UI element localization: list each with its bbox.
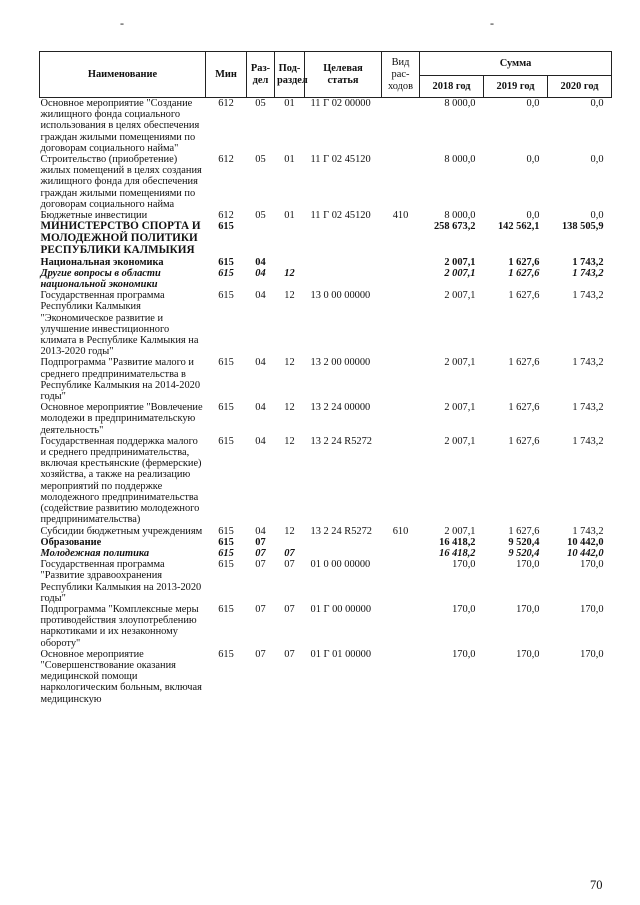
row-razdel: 05 [255,154,266,166]
row-name: Бюджетные инвестиции [40,210,148,222]
row-ministry-code: 612 [218,154,234,166]
row-podrazdel: 12 [284,290,295,302]
header-min: Мин [206,52,247,98]
row-razdel: 04 [255,357,266,369]
row-expense-type [382,98,420,155]
row-podrazdel: 12 [284,435,295,447]
table-row [40,559,612,604]
row-expense-type [382,436,420,526]
row-razdel: 04 [255,267,266,279]
row-name: Молодежная политика [40,547,150,559]
row-sum-2018: 16 418,2 [439,547,476,559]
row-sum-2018: 170,0 [452,559,476,571]
table-row [40,154,612,210]
table-body [40,98,612,705]
row-sum-2019: 9 520,4 [508,536,540,548]
table-row [40,268,612,290]
row-ministry-code: 615 [218,357,234,369]
row-razdel: 07 [255,547,266,559]
budget-table [39,51,612,705]
row-sum-2018: 8 000,0 [444,154,476,166]
row-name: Строительство (приобретение) жилых помещений в целях создания жилищного фонда для обеспечения граждан жилыми помещениями по договорам социального найма [40,154,202,210]
table-row [40,537,612,548]
row-podrazdel: 12 [284,525,295,537]
row-name: Подпрограмма "Комплексные меры противодействия злоупотреблению наркотиками и их незаконному обороту" [40,603,199,649]
row-target-article: 13 0 00 00000 [310,290,371,302]
row-name: Национальная экономика [40,256,164,268]
row-sum-2018: 170,0 [452,603,476,615]
row-podrazdel: 01 [284,98,295,109]
row-ministry-code: 615 [218,290,234,302]
row-podrazdel: 07 [284,603,295,615]
row-sum-2018: 2 007,1 [444,256,476,268]
row-podrazdel: 12 [284,402,295,414]
row-razdel: 04 [255,435,266,447]
row-expense-type [382,290,420,357]
row-name: Основное мероприятие "Совершенствование оказания медицинской помощи наркологическим больным, включая медицинскую [40,648,202,705]
table-row [40,290,612,357]
header-podrazdel: Под- раздел [275,52,305,98]
row-sum-2020: 0,0 [590,210,604,222]
row-sum-2019: 1 627,6 [508,402,540,414]
row-razdel: 07 [255,648,266,660]
row-podrazdel: 12 [284,267,295,279]
row-expense-type [382,154,420,210]
row-sum-2018: 2 007,1 [444,435,476,447]
row-sum-2020: 1 743,2 [572,525,604,537]
row-sum-2019: 1 627,6 [508,267,540,279]
row-target-article: 11 Г 02 45120 [310,210,371,222]
row-sum-2020: 1 743,2 [572,267,604,279]
row-ministry-code: 615 [218,648,234,660]
header-sum: Сумма [420,52,612,76]
row-ministry-code: 615 [218,267,234,279]
row-sum-2019: 1 627,6 [508,525,540,537]
row-podrazdel [275,221,305,256]
row-sum-2020: 10 442,0 [567,547,604,559]
row-ministry-code: 615 [218,547,234,559]
row-ministry-code: 615 [218,221,234,233]
row-name: Другие вопросы в области национальной экономики [40,267,161,291]
row-sum-2020: 1 743,2 [572,256,604,268]
row-sum-2020: 138 505,9 [561,221,604,233]
top-mark-right: - [490,16,494,30]
row-razdel: 04 [255,402,266,414]
row-razdel: 04 [255,256,266,268]
row-target-article [305,257,382,268]
row-sum-2020: 1 743,2 [572,357,604,369]
row-sum-2019: 1 627,6 [508,435,540,447]
table-row [40,604,612,649]
row-podrazdel [275,537,305,548]
table-row [40,526,612,537]
row-sum-2020: 170,0 [580,603,604,615]
header-name: Наименование [40,52,206,98]
row-podrazdel: 07 [284,547,295,559]
row-target-article: 13 2 00 00000 [310,357,371,369]
row-sum-2020: 0,0 [590,98,604,109]
row-expense-type [382,604,420,649]
row-target-article: 11 Г 02 45120 [310,154,371,166]
row-sum-2018: 2 007,1 [444,267,476,279]
row-ministry-code: 615 [218,603,234,615]
row-target-article [305,537,382,548]
row-sum-2019: 142 562,1 [497,221,540,233]
row-ministry-code: 615 [218,402,234,414]
header-year-2019: 2019 год [484,76,548,98]
row-ministry-code: 612 [218,98,234,109]
row-target-article: 13 2 24 R5272 [310,525,372,537]
row-podrazdel: 01 [284,210,295,222]
row-target-article [305,221,382,256]
row-sum-2020: 1 743,2 [572,290,604,302]
row-ministry-code: 612 [218,210,234,222]
row-expense-type [382,559,420,604]
row-expense-type [382,257,420,268]
row-sum-2018: 2 007,1 [444,402,476,414]
row-sum-2020: 1 743,2 [572,402,604,414]
table-row [40,402,612,436]
row-razdel: 07 [255,603,266,615]
row-expense-type: 610 [392,525,409,537]
row-podrazdel: 01 [284,154,295,166]
header-year-2020: 2020 год [548,76,612,98]
row-target-article: 11 Г 02 00000 [310,98,371,109]
row-name: Государственная программа Республики Калмыкия "Экономическое развитие и улучшение инвестиционного климата в Республике Калмыкия на 2013-2020 годы" [40,290,199,358]
row-sum-2018: 2 007,1 [444,357,476,369]
row-ministry-code: 615 [218,525,234,537]
top-mark-left: - [120,16,124,30]
table-row [40,257,612,268]
row-target-article: 01 Г 00 00000 [310,603,372,615]
row-name: Основное мероприятие "Создание жилищного фонда социального использования в целях обеспечения граждан жилыми помещениями по договорам социального найма" [40,98,200,154]
row-podrazdel: 12 [284,357,295,369]
row-sum-2019: 9 520,4 [508,547,540,559]
row-razdel: 07 [255,536,266,548]
row-target-article: 01 Г 01 00000 [310,648,372,660]
row-target-article [305,548,382,559]
row-sum-2019: 1 627,6 [508,290,540,302]
row-expense-type [382,268,420,290]
row-razdel: 04 [255,525,266,537]
row-razdel: 04 [255,290,266,302]
page-number: 70 [590,878,603,892]
row-sum-2018: 2 007,1 [444,525,476,537]
row-name: Государственная программа "Развитие здравоохранения Республики Калмыкия на 2013-2020 годы" [40,559,202,604]
row-sum-2019: 170,0 [516,648,540,660]
row-sum-2018: 8 000,0 [444,98,476,109]
row-name: Субсидии бюджетным учреждениям [40,525,203,537]
row-sum-2020: 1 743,2 [572,435,604,447]
row-razdel [247,221,275,256]
row-sum-2018: 16 418,2 [439,536,476,548]
row-podrazdel: 07 [284,559,295,571]
row-expense-type [382,402,420,436]
row-name: Основное мероприятие "Вовлечение молодежи в предпринимательскую деятельность" [40,402,203,436]
row-target-article: 13 2 24 R5272 [310,435,372,447]
row-target-article [305,268,382,290]
row-razdel: 05 [255,98,266,109]
row-ministry-code: 615 [218,559,234,571]
row-podrazdel [275,257,305,268]
table-row [40,649,612,705]
row-ministry-code: 615 [218,256,234,268]
row-sum-2019: 0,0 [526,154,540,166]
row-razdel: 07 [255,559,266,571]
row-sum-2018: 2 007,1 [444,290,476,302]
table-row [40,548,612,559]
row-expense-type [382,548,420,559]
row-name: Образование [40,536,102,548]
row-sum-2019: 170,0 [516,559,540,571]
row-sum-2019: 0,0 [526,210,540,222]
row-sum-2018: 170,0 [452,648,476,660]
row-name: Подпрограмма "Развитие малого и среднего предпринимательства в Республике Калмыкия на 2014-2020 годы" [40,357,201,403]
row-sum-2020: 170,0 [580,648,604,660]
header-year-2018: 2018 год [420,76,484,98]
row-ministry-code: 615 [218,435,234,447]
row-sum-2019: 1 627,6 [508,256,540,268]
row-podrazdel: 07 [284,648,295,660]
row-name: Государственная поддержка малого и среднего предпринимательства, включая крестьянские (фермерские) хозяйства, а также на реализацию мероприятий по поддержке молодежного предпринимательства (содействие развитию молодежного предпринимательства) [40,435,202,526]
row-sum-2019: 1 627,6 [508,357,540,369]
table-row [40,221,612,256]
row-razdel: 05 [255,210,266,222]
row-sum-2020: 170,0 [580,559,604,571]
row-sum-2020: 0,0 [590,154,604,166]
row-target-article: 13 2 24 00000 [310,402,371,414]
row-sum-2020: 10 442,0 [567,536,604,548]
row-expense-type: 410 [392,210,409,222]
row-sum-2018: 258 673,2 [433,221,476,233]
header-target-article: Целевая статья [305,52,382,98]
row-ministry-code: 615 [218,536,234,548]
table-row [40,98,612,155]
row-name: МИНИСТЕРСТВО СПОРТА И МОЛОДЕЖНОЙ ПОЛИТИКИ РЕСПУБЛИКИ КАЛМЫКИЯ [40,220,201,256]
table-header [40,52,612,98]
row-target-article: 01 0 00 00000 [310,559,371,571]
table-row [40,357,612,402]
row-sum-2019: 170,0 [516,603,540,615]
row-sum-2018: 8 000,0 [444,210,476,222]
header-razdel: Раз- дел [247,52,275,98]
row-expense-type [382,357,420,402]
table-row [40,436,612,526]
row-expense-type [382,537,420,548]
row-expense-type [382,221,420,256]
row-expense-type [382,649,420,705]
row-sum-2019: 0,0 [526,98,540,109]
header-expense-type: Вид рас- ходов [382,52,420,98]
